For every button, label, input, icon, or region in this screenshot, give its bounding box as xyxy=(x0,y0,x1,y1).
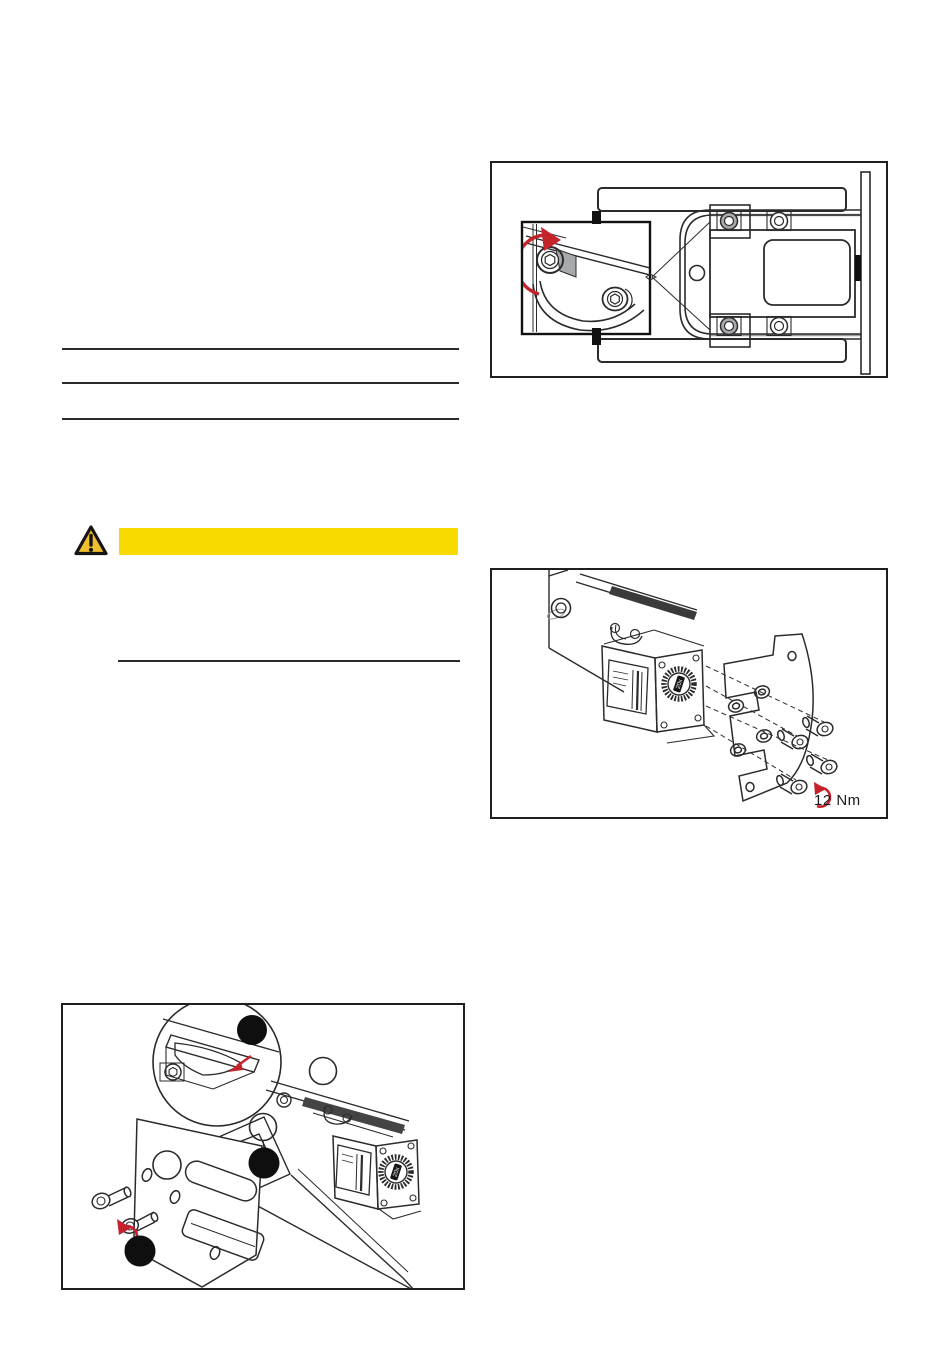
spec-rule-1 xyxy=(62,348,459,350)
name-plate-label xyxy=(607,660,648,714)
dial-label: 20x xyxy=(392,1166,402,1178)
name-plate-label xyxy=(336,1145,371,1195)
gripper-body-outline xyxy=(680,210,861,339)
spec-rule-3 xyxy=(62,418,459,420)
callout-outline-1 xyxy=(310,1058,337,1085)
callout-filled-3 xyxy=(125,1236,156,1267)
gripper-body xyxy=(602,624,714,744)
adjustment-dial xyxy=(381,1157,411,1187)
figure-jaw-plates-exploded xyxy=(61,1003,465,1290)
callout-filled-1 xyxy=(237,1015,267,1045)
jaw-base-plate xyxy=(134,1119,265,1287)
guide-rail xyxy=(576,574,697,620)
warning-triangle-icon xyxy=(73,524,109,558)
warning-banner-bar xyxy=(119,528,458,555)
detail-inset xyxy=(517,211,656,345)
figure-mounting-plate-exploded xyxy=(490,568,888,819)
mounting-plate xyxy=(724,634,813,801)
spec-rule-2 xyxy=(62,382,459,384)
guide-rail xyxy=(266,1081,409,1137)
torque-label: 12 Nm xyxy=(814,792,861,809)
callout-filled-2 xyxy=(249,1148,280,1179)
adjustment-dial xyxy=(664,669,694,699)
section-rule xyxy=(118,660,460,662)
dial-label: 20x xyxy=(675,678,685,690)
figure-gripper-top-view xyxy=(490,161,888,378)
